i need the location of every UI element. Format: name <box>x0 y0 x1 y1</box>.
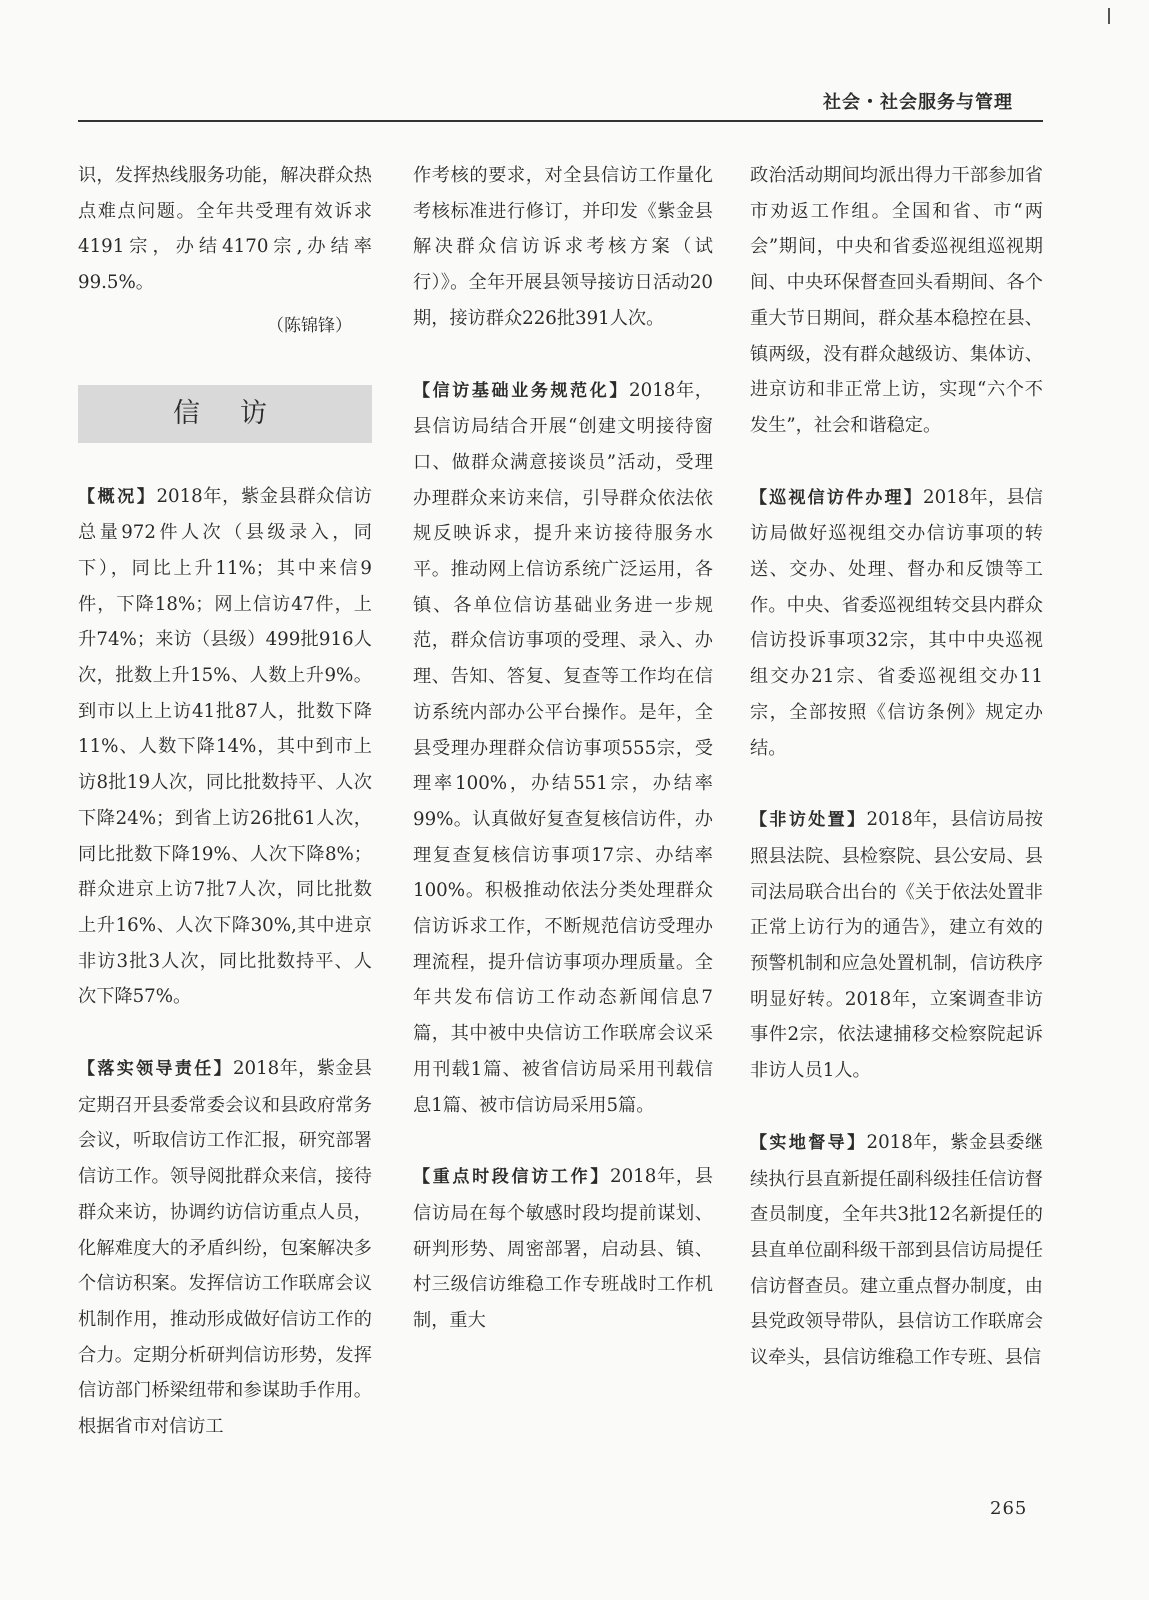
jichu-title: 【信访基础业务规范化】 <box>413 380 630 401</box>
page-number: 265 <box>990 1498 1028 1519</box>
zhongdian-paragraph <box>413 1159 713 1339</box>
gaikuang-paragraph <box>78 479 372 1016</box>
feifang-paragraph <box>750 802 1043 1089</box>
shidi-title: 【实地督导】 <box>750 1132 867 1153</box>
zhongdian-title: 【重点时段信访工作】 <box>413 1167 611 1188</box>
col1-intro-paragraph: 识，发挥热线服务功能，解决群众热点难点问题。全年共受理有效诉求4191宗，办结4170宗,办结率99.5%。 <box>78 165 372 294</box>
feifang-title: 【非访处置】 <box>750 810 867 831</box>
author-credit: （陈锦锋） <box>267 315 352 336</box>
shidi-text: 2018年，紫金县委继续执行县直新提任副科级挂任信访督查员制度，全年共3批12名新提任的县直单位副科级干部到县信访局提任信访督查员。建立重点督办制度，由县党政领导带队，县信访工作联席会议牵头，县信访维稳工作专班、县信 <box>750 1131 1044 1369</box>
column-2 <box>413 158 713 1339</box>
section-heading-box <box>78 385 372 443</box>
shidi-paragraph <box>750 1125 1043 1376</box>
xunshi-text: 2018年，县信访局做好巡视组交办信访事项的转送、交办、处理、督办和反馈等工作。中央、省委巡视组转交县内群众信访投诉事项32宗，其中中央巡视组交办21宗、省委巡视组交办11宗，全部按照《信访条例》规定办结。 <box>750 486 1043 759</box>
corner-mark <box>1108 8 1110 24</box>
col3-intro-paragraph: 政治活动期间均派出得力干部参加省市劝返工作组。全国和省、市“两会”期间，中央和省委巡视组巡视期间、中央环保督查回头看期间、各个重大节日期间，群众基本稳控在县、镇两级，没有群众越级访、集体访、进京访和非正常上访，实现“六个不发生”，社会和谐稳定。 <box>750 165 1043 436</box>
luoshi-paragraph <box>78 1051 372 1445</box>
zhongdian-text: 2018年，县信访局在每个敏感时段均提前谋划、研判形势、周密部署，启动县、镇、村三级信访维稳工作专班战时工作机制，重大 <box>413 1166 713 1332</box>
running-header <box>78 80 1043 122</box>
luoshi-text: 2018年，紫金县定期召开县委常委会议和县政府常务会议，听取信访工作汇报，研究部署信访工作。领导阅批群众来信，接待群众来访，协调约访信访重点人员，化解难度大的矛盾纠纷，包案解决多个信访积案。发挥信访工作联席会议机制作用，推动形成做好信访工作的合力。定期分析研判信访形势，发挥信访部门桥梁纽带和参谋助手作用。根据省市对信访工 <box>78 1058 372 1438</box>
luoshi-title: 【落实领导责任】 <box>78 1059 233 1080</box>
gaikuang-title: 【概况】 <box>78 486 157 507</box>
feifang-text: 2018年，县信访局按照县法院、县检察院、县公安局、县司法局联合出台的《关于依法处置非正常上访行为的通告》，建立有效的预警机制和应急处置机制，信访秩序明显好转。2018年，立案调查非访事件2宗，依法逮捕移交检察院起诉非访人员1人。 <box>750 809 1044 1082</box>
jichu-paragraph <box>413 373 713 1124</box>
column-3 <box>750 158 1043 1376</box>
section-title: 信访 <box>173 397 307 429</box>
xunshi-paragraph <box>750 480 1043 767</box>
jichu-text: 2018年，县信访局结合开展“创建文明接待窗口、做群众满意接谈员”活动，受理办理群众来访来信，引导群众依法依规反映诉求，提升来访接待服务水平。推动网上信访系统广泛运用，各镇、各单位信访基础业务进一步规范，群众信访事项的受理、录入、办理、告知、答复、复查等工作均在信访系统内部办公平台操作。是年，全县受理办理群众信访事项555宗，受理率100%，办结551宗，办结率99%。认真做好复查复核信访件，办理复查复核信访事项17宗、办结率100%。积极推动依法分类处理群众信访诉求工作，不断规范信访受理办理流程，提升信访事项办理质量。全年共发布信访工作动态新闻信息7篇，其中被中央信访工作联席会议采用刊载1篇、被省信访局采用刊载信息1篇、被市信访局采用5篇。 <box>413 379 713 1116</box>
col2-intro-paragraph: 作考核的要求，对全县信访工作量化考核标准进行修订，并印发《紫金县解决群众信访诉求考核方案（试行）》。全年开展县领导接访日活动20期，接访群众226批391人次。 <box>413 165 713 329</box>
header-title: 社会・社会服务与管理 <box>823 92 1013 113</box>
column-1 <box>78 158 372 1445</box>
xunshi-title: 【巡视信访件办理】 <box>750 487 924 508</box>
gaikuang-text: 2018年，紫金县群众信访总量972件人次（县级录入，同下），同比上升11%；其中来信9件，下降18%；网上信访47件，上升74%；来访（县级）499批916人次，批数上升15%、人数上升9%。到市以上上访41批87人，批数下降11%、人数下降14%，其中到市上访8批19人次，同比批数持平、人次下降24%；到省上访26批61人次，同比批数下降19%、人次下降8%；群众进京上访7批7人次，同比批数上升16%、人次下降30%,其中进京非访3批3人次，同比批数持平、人次下降57%。 <box>78 485 372 1008</box>
